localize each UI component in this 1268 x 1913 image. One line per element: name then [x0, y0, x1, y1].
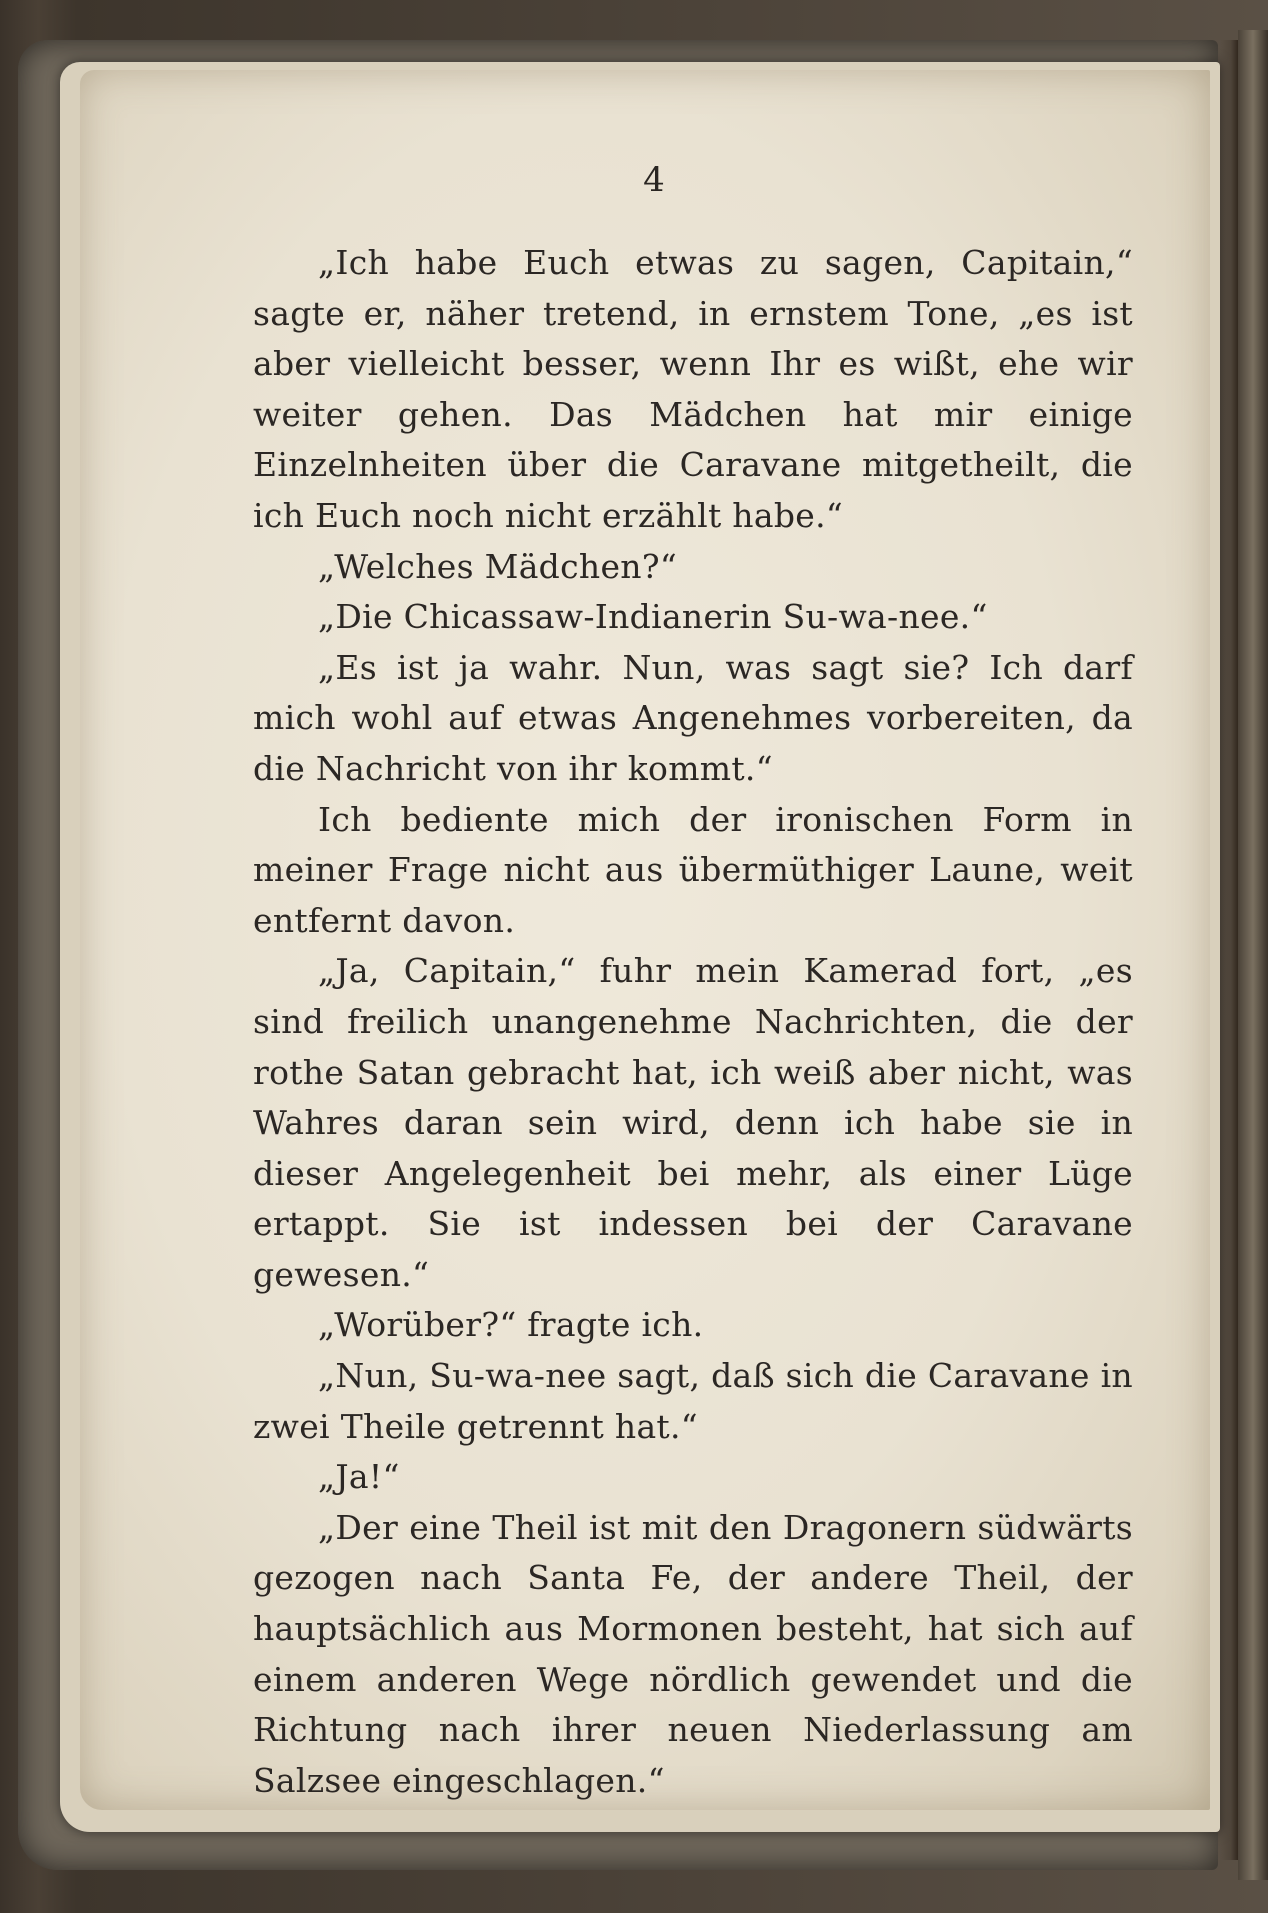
body-text — [253, 238, 1133, 1806]
paragraph: „Ja!“ — [318, 1457, 400, 1497]
paragraph: „Ich habe Euch etwas zu sagen, Capitain,“ sagte er, näher tretend, in ernstem Tone, „es ist aber vielleicht besser, wenn Ihr es wißt, ehe wir weiter gehen. Das Mädchen hat mir einige Einzelnheiten über die Caravane mitgetheilt, die ich Euch noch nicht erzählt habe.“ — [253, 243, 1133, 535]
paragraph: „Die Chicassaw-Indianerin Su-wa-nee.“ — [318, 597, 988, 637]
page-number: 4 — [643, 160, 665, 200]
paragraph: „Der eine Theil ist mit den Dragonern südwärts gezogen nach Santa Fe, der andere Theil, der hauptsächlich aus Mormonen besteht, hat sich auf einem anderen Wege nördlich gewendet und die Richtung nach ihrer neuen Niederlassung am Salzsee eingeschlagen.“ — [253, 1507, 1133, 1800]
paragraph: „Nun, Su-wa-nee sagt, daß sich die Caravane in zwei Theile getrennt hat.“ — [253, 1356, 1133, 1446]
paragraph: „Worüber?“ fragte ich. — [318, 1305, 704, 1345]
paragraph: „Ja, Capitain,“ fuhr mein Kamerad fort, „es sind freilich unangenehme Nachrichten, die der rothe Satan gebracht hat, ich weiß aber nicht, was Wahres daran sein wird, denn ich habe sie in dieser Angelegenheit bei mehr, als einer Lüge ertappt. Sie ist indessen bei der Caravane gewesen.“ — [253, 951, 1133, 1294]
page-gutter — [1220, 40, 1238, 1860]
paragraph: „Welches Mädchen?“ — [318, 546, 677, 586]
paragraph: Ich bediente mich der ironischen Form in meiner Frage nicht aus übermüthiger Laune, weit entfernt davon. — [253, 799, 1133, 940]
paragraph: „Es ist ja wahr. Nun, was sagt sie? Ich darf mich wohl auf etwas Angenehmes vorbereiten, da die Nachricht von ihr kommt.“ — [253, 647, 1133, 788]
facing-page-edge — [1238, 30, 1268, 1880]
